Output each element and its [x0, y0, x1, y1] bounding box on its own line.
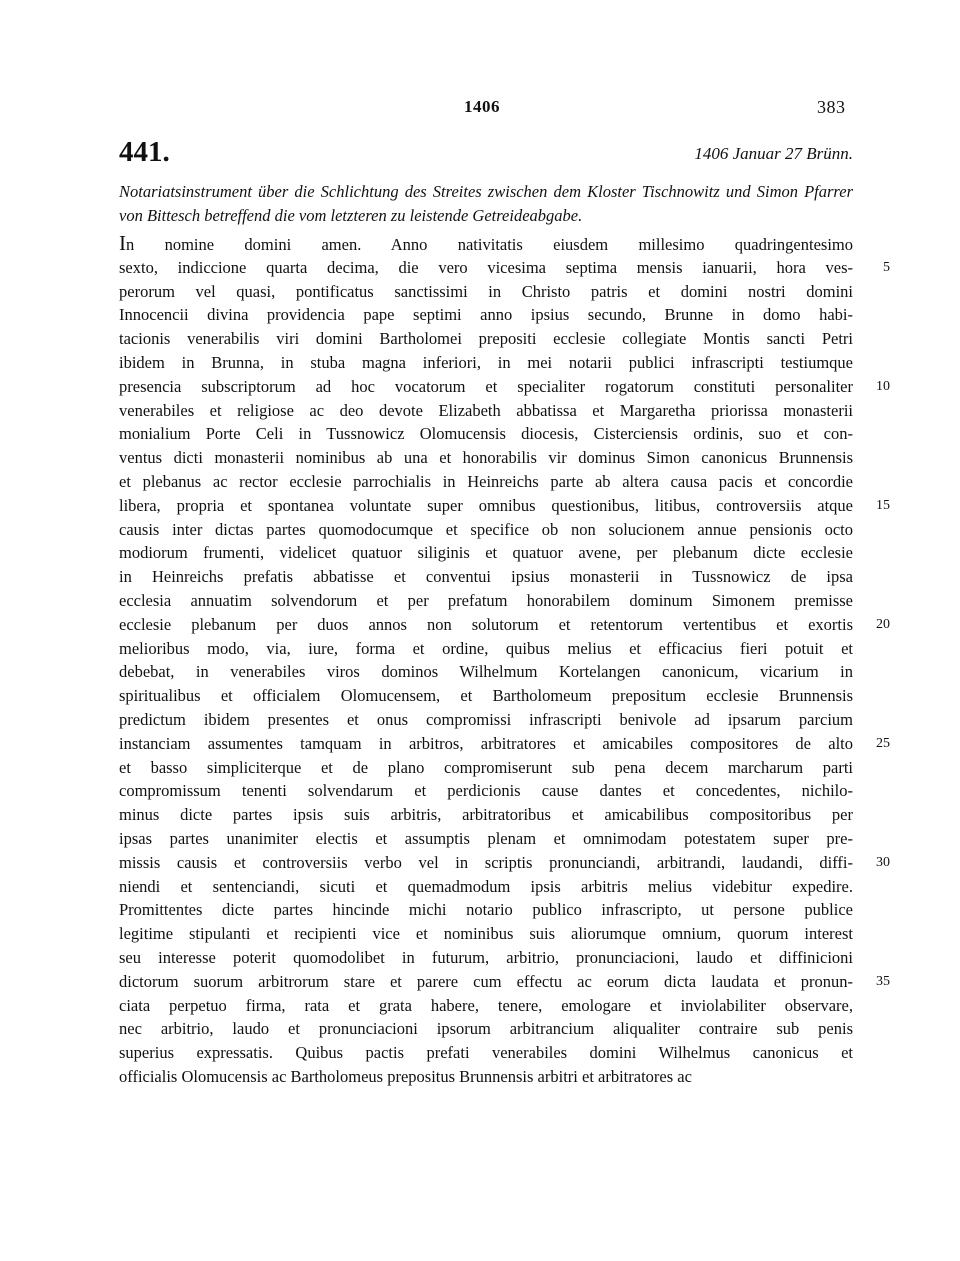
text-line-content: minus dicte partes ipsis suis arbitris, arbitratoribus et amicabilibus compositoribus per — [119, 805, 853, 825]
text-line-content: monialium Porte Celi in Tussnowicz Olomucensis diocesis, Cisterciensis ordinis, suo et con- — [119, 424, 853, 444]
text-line-content: debebat, in venerabiles viros dominos Wilhelmum Kortelangen canonicum, vicarium in — [119, 662, 853, 682]
text-line — [119, 637, 853, 661]
text-line — [119, 851, 890, 875]
document-header — [119, 136, 853, 170]
text-line-content: et basso simpliciterque et de plano compromiserunt sub pena decem marcharum parti — [119, 757, 853, 777]
text-line — [119, 446, 853, 470]
text-line-content: officialis Olomucensis ac Bartholomeus prepositus Brunnensis arbitri et arbitratores ac — [119, 1066, 692, 1086]
text-line — [119, 803, 853, 827]
text-line — [119, 827, 853, 851]
text-line — [119, 779, 853, 803]
margin-line-number: 25 — [876, 735, 890, 751]
document-date-place: 1406 Januar 27 Brünn. — [694, 144, 853, 163]
text-line-content: ventus dicti monasterii nominibus ab una et honorabilis vir dominus Simon canonicus Brunnensis — [119, 448, 853, 468]
text-line-content: melioribus modo, via, iure, forma et ordine, quibus melius et efficacius fieri potuit et — [119, 638, 853, 658]
text-line — [119, 351, 853, 375]
text-line — [119, 1065, 853, 1089]
text-line-content: libera, propria et spontanea voluntate super omnibus questionibus, litibus, controversiis atque — [119, 495, 853, 515]
text-line-content: presencia subscriptorum ad hoc vocatorum et specialiter rogatorum constituti personaliter — [119, 376, 853, 396]
document-body — [119, 231, 890, 1089]
text-line-content: et plebanus ac rector ecclesie parrochialis in Heinreichs parte ab altera causa pacis et concordie — [119, 471, 853, 491]
page-number: 383 — [817, 97, 846, 117]
margin-line-number: 30 — [876, 854, 890, 870]
text-line — [119, 732, 890, 756]
text-line — [119, 303, 853, 327]
running-head — [0, 97, 960, 121]
text-line — [119, 470, 853, 494]
text-line — [119, 756, 853, 780]
running-head-year: 1406 — [464, 97, 500, 116]
text-line — [119, 898, 853, 922]
text-line-content: sexto, indiccione quarta decima, die vero vicesima septima mensis ianuarii, hora ves- — [119, 257, 853, 277]
text-line-content: ipsas partes unanimiter electis et assumptis plenam et omnimodam potestatem super pre- — [119, 828, 853, 848]
text-line-content: dictorum suorum arbitrorum stare et parere cum effectu ac eorum dicta laudata et pronun- — [119, 971, 853, 991]
text-line — [119, 684, 853, 708]
margin-line-number: 35 — [876, 973, 890, 989]
document-number: 441. — [119, 136, 170, 168]
text-line-content: niendi et sentenciandi, sicuti et quemadmodum ipsis arbitris melius videbitur expedire. — [119, 876, 853, 896]
text-line-content: Promittentes dicte partes hincinde michi notario publico infrascripto, ut persone publice — [119, 900, 853, 920]
text-line — [119, 1041, 853, 1065]
text-line-content: predictum ibidem presentes et onus compromissi infrascripti benivole ad ipsarum parcium — [119, 709, 853, 729]
text-line-content: missis causis et controversiis verbo vel in scriptis pronunciandi, arbitrandi, laudandi, diffi- — [119, 852, 853, 872]
text-line-content: perorum vel quasi, pontificatus sanctissimi in Christo patris et domini nostri domini — [119, 281, 853, 301]
text-line-content: nec arbitrio, laudo et pronunciacioni ipsorum arbitrancium aliqualiter contraire sub penis — [119, 1019, 853, 1039]
text-line-content: n nomine domini amen. Anno nativitatis eiusdem millesimo quadringentesimo — [126, 235, 853, 254]
text-line — [119, 541, 853, 565]
text-line — [119, 565, 853, 589]
text-line — [119, 280, 853, 304]
text-line — [119, 375, 890, 399]
text-line-content: causis inter dictas partes quomodocumque et specifice ob non solucionem annue pensionis octo — [119, 519, 853, 539]
regest-summary: Notariatsinstrument über die Schlichtung des Streites zwischen dem Kloster Tischnowitz und Simon Pfarrer von Bittesch betreffend die vom letzteren zu leistende Getreideabgabe. — [119, 182, 853, 225]
text-line-content: ecclesie plebanum per duos annos non solutorum et retentorum vertentibus et exortis — [119, 614, 853, 634]
margin-line-number: 5 — [883, 259, 890, 275]
text-line — [119, 994, 853, 1018]
text-line-content: spiritualibus et officialem Olomucensem, et Bartholomeum prepositum ecclesie Brunnensis — [119, 686, 853, 706]
text-line-content: tacionis venerabilis viri domini Bartholomei prepositi ecclesie collegiate Montis sancti Petri — [119, 329, 853, 349]
text-line-content: venerabiles et religiose ac deo devote Elizabeth abbatissa et Margaretha priorissa monasterii — [119, 400, 853, 420]
text-line-content: ciata perpetuo firma, rata et grata habere, tenere, emologare et inviolabiliter observare, — [119, 995, 853, 1015]
text-line — [119, 660, 853, 684]
initial-letter: I — [119, 231, 126, 255]
text-line-content: compromissum tenenti solvendarum et perdicionis cause dantes et concedentes, nichilo- — [119, 781, 853, 801]
text-line — [119, 327, 853, 351]
text-line — [119, 970, 890, 994]
text-line — [119, 613, 890, 637]
text-line — [119, 922, 853, 946]
text-line — [119, 256, 890, 280]
text-line — [119, 232, 853, 256]
text-line-content: ibidem in Brunna, in stuba magna inferiori, in mei notarii publici infrascripti testiumque — [119, 352, 853, 372]
text-line-content: modiorum frumenti, videlicet quatuor siliginis et quatuor avene, per plebanum dicte ecclesie — [119, 543, 853, 563]
text-line-content: superius expressatis. Quibus pactis prefati venerabiles domini Wilhelmus canonicus et — [119, 1043, 853, 1063]
text-line-content: in Heinreichs prefatis abbatisse et conventui ipsius monasterii in Tussnowicz de ipsa — [119, 567, 853, 587]
text-line — [119, 494, 890, 518]
text-line — [119, 518, 853, 542]
text-line — [119, 708, 853, 732]
margin-line-number: 10 — [876, 378, 890, 394]
text-line-content: instanciam assumentes tamquam in arbitros, arbitratores et amicabiles compositores de alto — [119, 733, 853, 753]
margin-line-number: 20 — [876, 616, 890, 632]
text-line-content: ecclesia annuatim solvendorum et per prefatum honorabilem dominum Simonem premisse — [119, 590, 853, 610]
text-line — [119, 422, 853, 446]
text-line-content: seu interesse poterit quomodolibet in futurum, arbitrio, pronunciacioni, laudo et diffinicioni — [119, 947, 853, 967]
text-line — [119, 1017, 853, 1041]
text-line-content: legitime stipulanti et recipienti vice et nominibus suis aliorumque omnium, quorum interest — [119, 924, 853, 944]
text-line — [119, 399, 853, 423]
text-line — [119, 589, 853, 613]
text-line-content: Innocencii divina providencia pape septimi anno ipsius secundo, Brunne in domo habi- — [119, 305, 853, 325]
text-line — [119, 875, 853, 899]
margin-line-number: 15 — [876, 497, 890, 513]
text-line — [119, 946, 853, 970]
